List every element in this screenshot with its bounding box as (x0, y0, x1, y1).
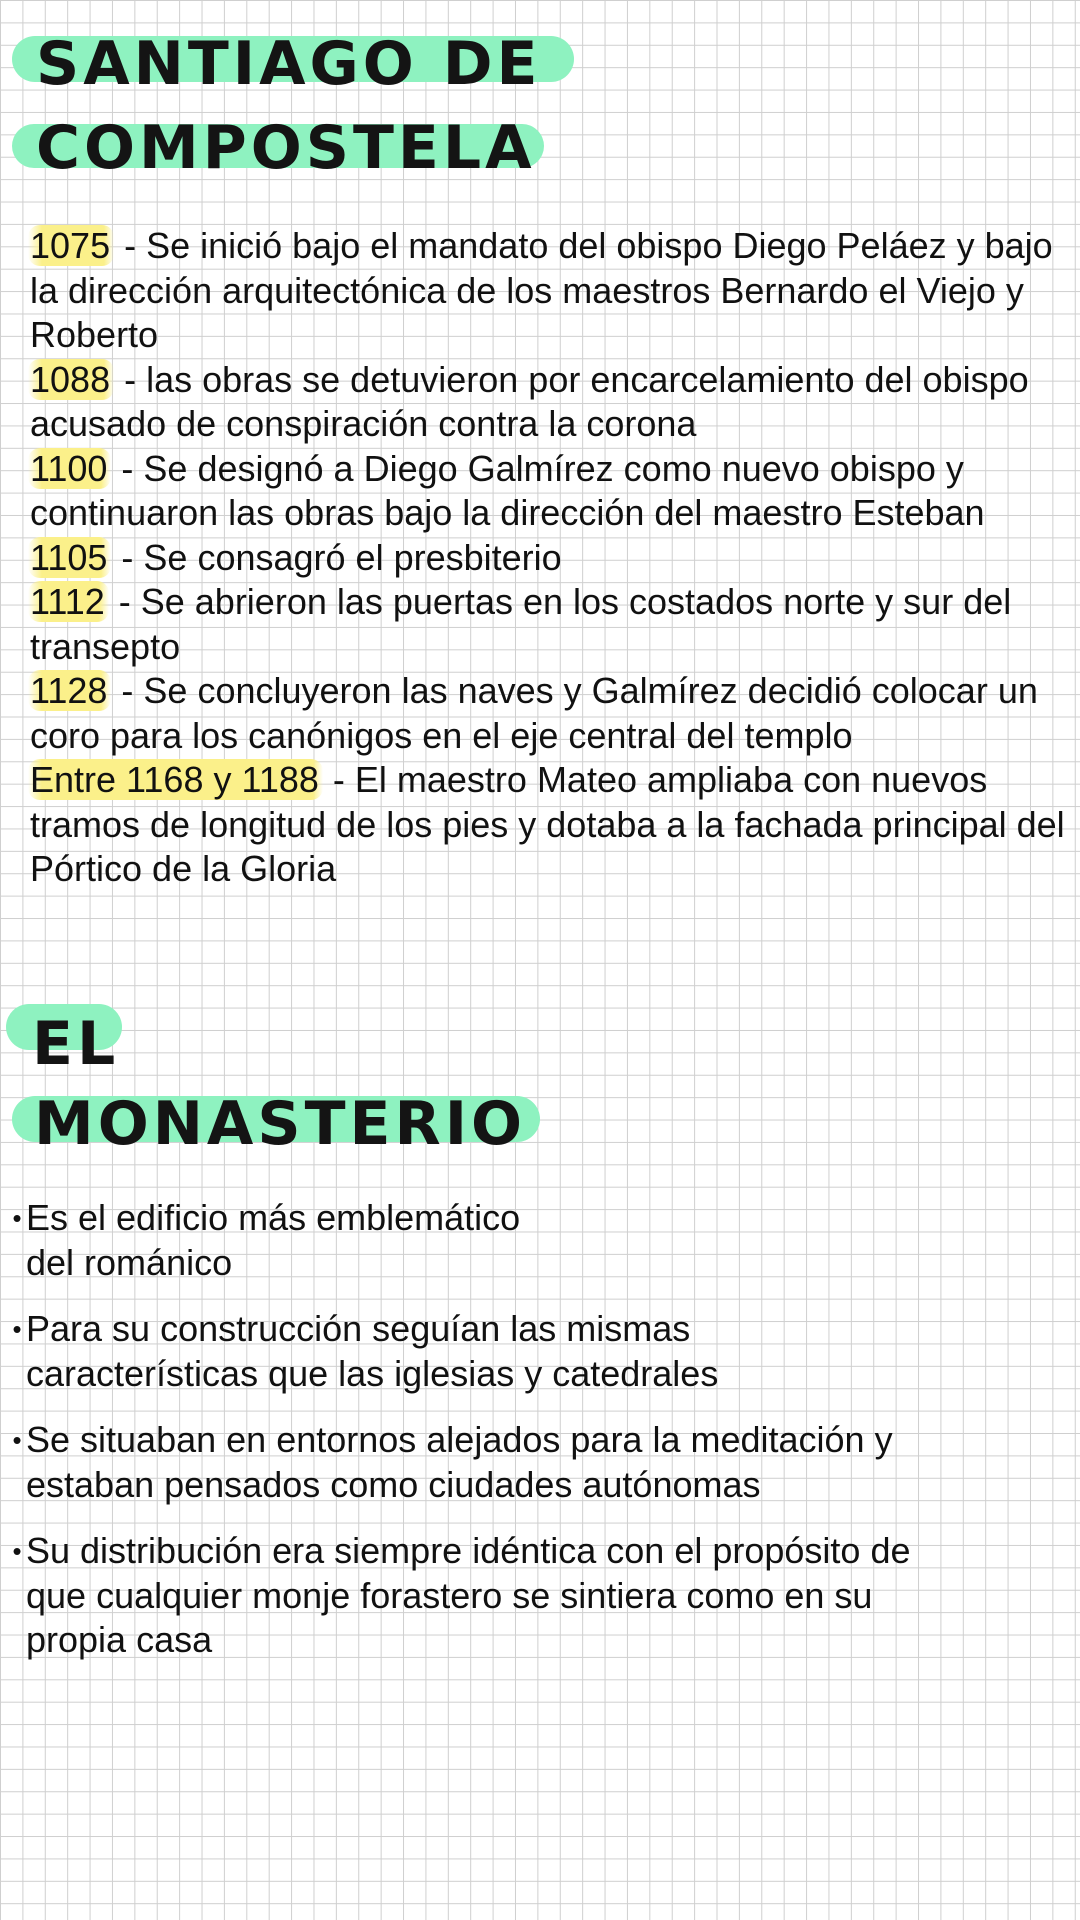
timeline-text: - Se designó a Diego Galmírez como nuevo obispo y continuaron las obras bajo la dirección del maestro Esteban (30, 447, 985, 533)
timeline-text: - El maestro Mateo ampliaba con nuevos tramos de longitud de los pies y dotaba a la fachada principal del Pórtico de la Gloria (30, 759, 1065, 889)
list-item-text (26, 1196, 1068, 1285)
bullet-icon: • (12, 1203, 22, 1233)
timeline-entry (30, 758, 1070, 892)
timeline-year: 1075 (28, 225, 114, 266)
timeline-year: 1128 (28, 670, 111, 711)
timeline-year: 1100 (28, 448, 111, 489)
list-item-text (26, 1307, 1068, 1396)
section-title-line-2: MONASTERIO (34, 1089, 527, 1159)
list-item-line: estaban pensados como ciudades autónomas (26, 1463, 761, 1505)
list-item-line: Para su construcción seguían las mismas (26, 1308, 691, 1349)
timeline-text: - Se consagró el presbiterio (111, 536, 562, 578)
timeline-year: 1088 (28, 359, 114, 400)
page-title-line-1: SANTIAGO DE (36, 29, 542, 99)
timeline-text: - Se inició bajo el mandato del obispo Diego Peláez y bajo la dirección arquitectónica de los maestros Bernardo el Viejo y Roberto (30, 225, 1053, 355)
list-item (8, 1418, 1068, 1507)
timeline-year: Entre 1168 y 1188 (28, 759, 323, 800)
list-item-line: propia casa (26, 1619, 213, 1660)
timeline-text: - Se abrieron las puertas en los costados norte y sur del transepto (30, 581, 1012, 667)
timeline-entry (30, 224, 1070, 358)
list-item-text (26, 1418, 1068, 1507)
page-title-line-2: COMPOSTELA (36, 113, 536, 183)
bullet-list (8, 1196, 1068, 1685)
timeline-year: 1105 (28, 537, 111, 578)
list-item-line: que cualquier monje forastero se sintiera como en su (26, 1574, 873, 1616)
list-item-line: características que las iglesias y catedrales (26, 1352, 719, 1394)
timeline-text: - Se concluyeron las naves y Galmírez decidió colocar un coro para los canónigos en el eje central del templo (30, 670, 1038, 756)
timeline-year: 1112 (28, 581, 109, 622)
timeline (30, 224, 1070, 892)
timeline-text: - las obras se detuvieron por encarcelamiento del obispo acusado de conspiración contra la corona (30, 358, 1029, 444)
bullet-icon: • (12, 1536, 22, 1566)
section-title-line-1: EL (32, 1009, 120, 1079)
list-item-text (26, 1529, 1068, 1663)
list-item-line: Su distribución era siempre idéntica con el propósito de (26, 1530, 911, 1571)
list-item-line: del románico (26, 1241, 233, 1283)
list-item (8, 1307, 1068, 1396)
timeline-entry (30, 669, 1070, 758)
list-item-line: Es el edificio más emblemático (26, 1197, 521, 1238)
timeline-entry (30, 536, 1070, 581)
timeline-entry (30, 580, 1070, 669)
list-item (8, 1196, 1068, 1285)
timeline-entry (30, 447, 1070, 536)
list-item (8, 1529, 1068, 1663)
bullet-icon: • (12, 1314, 22, 1344)
bullet-icon: • (12, 1425, 22, 1455)
timeline-entry (30, 358, 1070, 447)
list-item-line: Se situaban en entornos alejados para la meditación y (26, 1419, 893, 1460)
